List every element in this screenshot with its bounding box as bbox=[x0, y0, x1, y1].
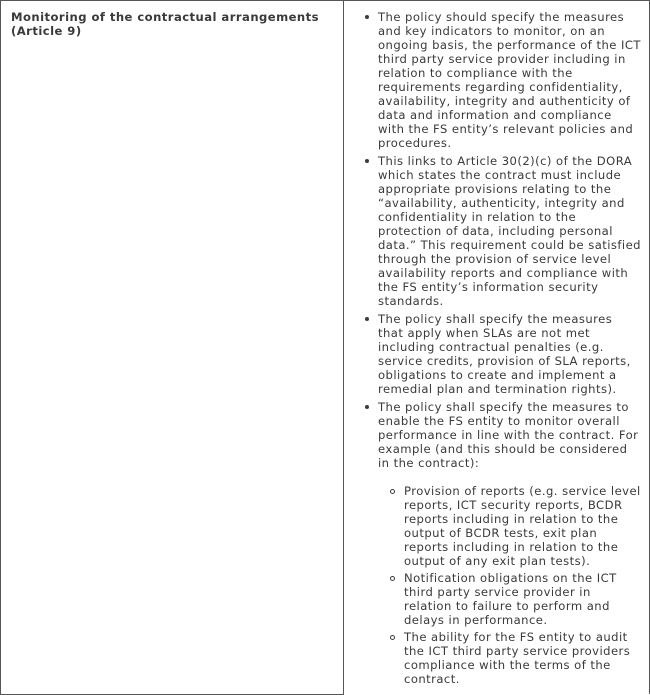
sub-bullet-item: The ability for the FS entity to audit the ICT third party service providers compliance with the terms of the contract. bbox=[392, 630, 641, 686]
bullet-item: The policy shall specify the measures that apply when SLAs are not met including contractual penalties (e.g. service credits, provision of SLA reports, obligations to create and implement a remedial plan and termination rights). bbox=[368, 312, 641, 396]
table-row bbox=[1, 1, 650, 695]
blank-line bbox=[378, 470, 641, 484]
bullet-item: The policy should specify the measures and key indicators to monitor, on an ongoing basis, the performance of the ICT third party service provider including in relation to compliance with the requirements regarding confidentiality, availability, integrity and authenticity of data and information and compliance with the FS entity’s relevant policies and procedures. bbox=[368, 10, 641, 150]
sub-bullet-list bbox=[378, 484, 641, 686]
sub-bullet-item: Notification obligations on the ICT third party service provider in relation to failure to perform and delays in performance. bbox=[392, 571, 641, 627]
row-heading: Monitoring of the contractual arrangements (Article 9) bbox=[11, 10, 319, 38]
bullet-item: This links to Article 30(2)(c) of the DORA which states the contract must include appropriate provisions relating to the “availability, authenticity, integrity and confidentiality in relation to the protection of data, including personal data.” This requirement could be satisfied through the provision of service level availability reports and compliance with the FS entity’s information security standards. bbox=[368, 154, 641, 308]
label-cell bbox=[1, 1, 344, 695]
content-cell bbox=[344, 1, 650, 695]
bullet-list bbox=[354, 10, 641, 686]
bullet-item-with-sublist bbox=[368, 400, 641, 686]
bullet-item-text: The policy shall specify the measures to enable the FS entity to monitor overall performance in line with the contract. For example (and this should be considered in the contract): bbox=[378, 400, 639, 470]
sub-bullet-item: Provision of reports (e.g. service level reports, ICT security reports, BCDR reports including in relation to the output of BCDR tests, exit plan reports including in relation to the output of any exit plan tests). bbox=[392, 484, 641, 568]
